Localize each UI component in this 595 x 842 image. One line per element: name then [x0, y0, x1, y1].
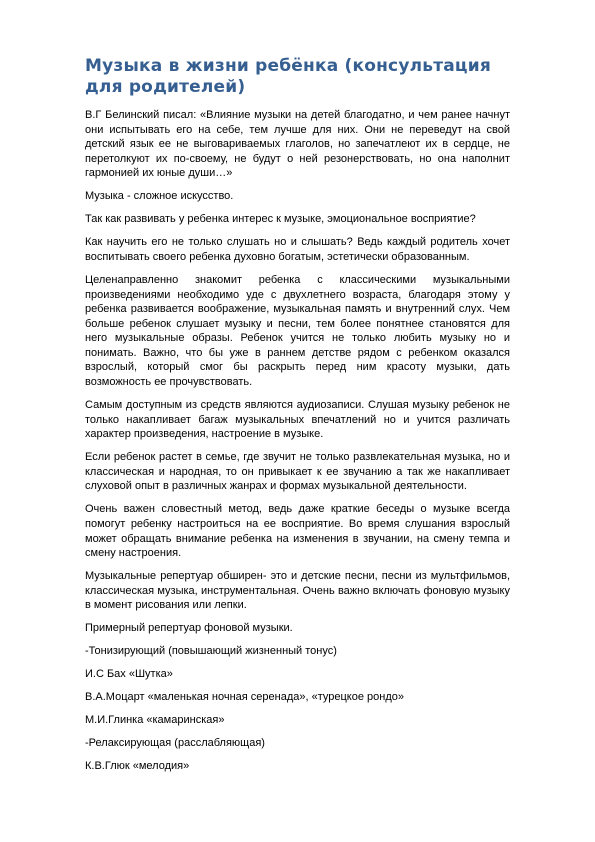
paragraph-belinsky-quote: В.Г Белинский писал: «Влияние музыки на детей благодатно, и чем ранее начнут они испытывать его на себе, тем лучше для них. Они не переведут на свой детский язык ее не выговариваемых глаголов, но запечатлеют их в сердце, не перетолкуют их по-своему, не будут о ней резонерствовать, но она наполнит гармонией их юные души…»	[85, 109, 510, 180]
paragraph-family-music: Если ребенок растет в семье, где звучит не только развлекательная музыка, но и классическая и народная, то он привыкает к ее звучанию а так же накапливает слуховой опыт в различных жанрах и формах музыкальной деятельности.	[85, 451, 510, 493]
paragraph-question-interest: Так как развивать у ребенка интерес к музыке, эмоциональное восприятие?	[85, 213, 476, 226]
paragraph-background-music: Примерный репертуар фоновой музыки.	[85, 622, 293, 635]
list-item-relaxing: -Релаксирующая (расслабляющая)	[85, 737, 265, 750]
paragraph-audio-recordings: Самым доступным из средств являются аудиозаписи. Слушая музыку ребенок не только накапливает багаж музыкальных впечатлений но и учится различать характер произведения, настроение в музыке.	[85, 399, 510, 441]
list-item-gluck: К.В.Глюк «мелодия»	[85, 760, 190, 773]
paragraph-verbal-method: Очень важен словестный метод, ведь даже краткие беседы о музыке всегда помогут ребенку настроиться на ее восприятие. Во время слушания взрослый может обращать внимание ребенка на изменения в звучании, на смену темпа и смену настроения.	[85, 503, 510, 560]
paragraph-question-listen: Как научить его не только слушать но и слышать? Ведь каждый родитель хочет воспитывать своего ребенка духовно богатым, эстетически образованным.	[85, 236, 510, 263]
paragraph-repertoire: Музыкальные репертуар обширен- это и детские песни, песни из мультфильмов, классическая музыка, инструментальная. Очень важно включать фоновую музыку в момент рисования или лепки.	[85, 570, 510, 612]
list-item-mozart: В.А.Моцарт «маленькая ночная серенада», «турецкое рондо»	[85, 691, 404, 704]
document-title: Музыка в жизни ребёнка (консультация для родителей)	[85, 56, 491, 97]
list-item-glinka: М.И.Глинка «камаринская»	[85, 714, 225, 727]
paragraph-classical-music: Целенаправленно знакомит ребенка с классическими музыкальными произведениями необходимо уде с двухлетнего возраста, благодаря этому у ребенка развивается воображение, музыкальная память и внутренний слух. Чем больше ребенок слушает музыку и песни, тем более понятнее становятся для него музыкальные образы. Ребенок учится не только любить музыку но и понимать. Важно, что бы уже в раннем детстве рядом с ребенком оказался взрослый, который смог бы раскрыть перед ним красоту музыки, дать возможность ее прочувствовать.	[85, 273, 510, 389]
list-item-bach: И.С Бах «Шутка»	[85, 668, 173, 681]
document-page	[85, 56, 510, 782]
paragraph-music-complex-art: Музыка - сложное искусство.	[85, 190, 234, 203]
list-item-toning: -Тонизирующий (повышающий жизненный тонус)	[85, 645, 337, 658]
